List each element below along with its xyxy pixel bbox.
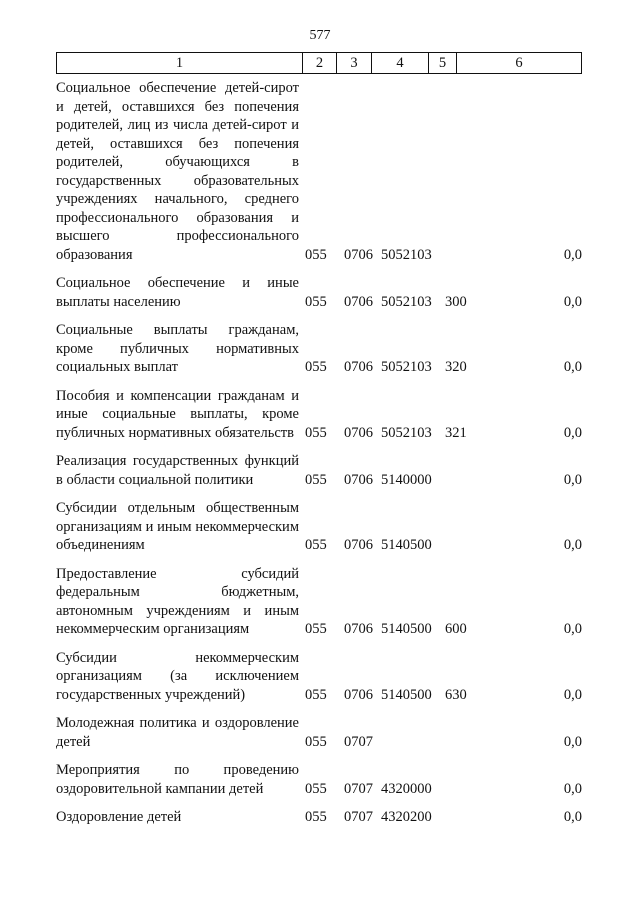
row-code-ministry: 055: [305, 246, 327, 263]
row-description: Социальные выплаты гражданам, кроме публичных нормативных социальных выплат: [56, 322, 299, 375]
row-code-target: 5052103: [381, 293, 432, 310]
row-amount: 0,0: [563, 780, 582, 797]
table-row: [56, 387, 582, 443]
column-header-2: 2: [303, 53, 337, 74]
column-header-1: 1: [57, 53, 303, 74]
row-amount: 0,0: [563, 424, 582, 441]
row-description: Предоставление субсидий федеральным бюджетным, автономным учреждениям и иным некоммерческим организациям: [56, 565, 299, 637]
row-code-target: 5140000: [381, 471, 432, 488]
row-amount: 0,0: [563, 621, 582, 637]
row-description: Субсидии отдельным общественным организациям и иным некоммерческим объединениям: [56, 500, 299, 553]
page-number: 577: [309, 28, 331, 43]
row-amount: 0,0: [563, 733, 582, 750]
column-header-3: 3: [337, 53, 372, 74]
row-description: Социальное обеспечение и иные выплаты населению: [56, 275, 299, 310]
row-description: Оздоровление детей: [56, 809, 182, 825]
table-row: [56, 565, 582, 639]
row-code-expense-type: 321: [445, 424, 467, 441]
row-code-target: 4320200: [381, 809, 432, 825]
row-code-section: 0706: [344, 471, 373, 488]
table-row: [56, 808, 582, 827]
row-amount: 0,0: [563, 686, 582, 703]
row-code-target: 5140500: [381, 621, 432, 637]
row-code-ministry: 055: [305, 780, 327, 797]
table-row: [56, 274, 582, 311]
row-code-section: 0706: [344, 246, 373, 263]
row-code-target: 5140500: [381, 537, 432, 553]
row-code-expense-type: 630: [445, 686, 467, 703]
column-header-table: [56, 52, 582, 74]
column-header-4: 4: [372, 53, 429, 74]
row-code-section: 0706: [344, 537, 373, 553]
row-code-section: 0706: [344, 686, 373, 703]
row-code-expense-type: 300: [445, 293, 467, 310]
row-amount: 0,0: [563, 359, 582, 375]
row-code-section: 0707: [344, 780, 373, 797]
column-header-row: [57, 53, 582, 74]
row-code-ministry: 055: [305, 809, 327, 825]
row-code-ministry: 055: [305, 359, 327, 375]
table-row: [56, 761, 582, 798]
row-code-target: 5052103: [381, 246, 432, 263]
row-code-section: 0706: [344, 424, 373, 441]
row-code-ministry: 055: [305, 424, 327, 441]
row-code-expense-type: 320: [445, 359, 467, 375]
row-code-section: 0706: [344, 359, 373, 375]
row-code-ministry: 055: [305, 621, 327, 637]
table-row: [56, 714, 582, 751]
row-code-target: 5052103: [381, 359, 432, 375]
table-row: [56, 649, 582, 705]
row-code-ministry: 055: [305, 686, 327, 703]
table-body: [56, 79, 582, 837]
row-code-ministry: 055: [305, 471, 327, 488]
row-description: Мероприятия по проведению оздоровительной кампании детей: [56, 762, 299, 797]
row-amount: 0,0: [563, 246, 582, 263]
table-row: [56, 79, 582, 264]
row-code-expense-type: 600: [445, 621, 467, 637]
table-row: [56, 321, 582, 377]
row-code-target: 4320000: [381, 780, 432, 797]
row-description: Пособия и компенсации гражданам и иные социальные выплаты, кроме публичных нормативных обязательств: [56, 387, 299, 441]
row-code-target: 5052103: [381, 424, 432, 441]
row-code-section: 0706: [344, 621, 373, 637]
row-description: Реализация государственных функций в области социальной политики: [56, 453, 299, 488]
row-amount: 0,0: [563, 293, 582, 310]
row-amount: 0,0: [563, 809, 582, 825]
row-code-section: 0707: [344, 809, 373, 825]
row-code-target: 5140500: [381, 686, 432, 703]
column-header-6: 6: [457, 53, 582, 74]
row-amount: 0,0: [563, 471, 582, 488]
table-row: [56, 452, 582, 489]
row-code-section: 0707: [344, 733, 373, 750]
row-code-section: 0706: [344, 293, 373, 310]
row-code-ministry: 055: [305, 293, 327, 310]
row-description: Молодежная политика и оздоровление детей: [56, 715, 299, 750]
row-description: Субсидии некоммерческим организациям (за исключением государственных учреждений): [56, 649, 299, 703]
table-row: [56, 499, 582, 555]
row-code-ministry: 055: [305, 537, 327, 553]
row-code-ministry: 055: [305, 733, 327, 750]
row-amount: 0,0: [563, 537, 582, 553]
column-header-5: 5: [429, 53, 457, 74]
row-description: Социальное обеспечение детей-сирот и детей, оставшихся без попечения родителей, лиц из числа детей-сирот и детей, оставшихся без попечения родителей, обучающихся в государственных образовательных учреждениях начального, среднего профессионального образования и высшего профессионального образования: [56, 80, 299, 263]
